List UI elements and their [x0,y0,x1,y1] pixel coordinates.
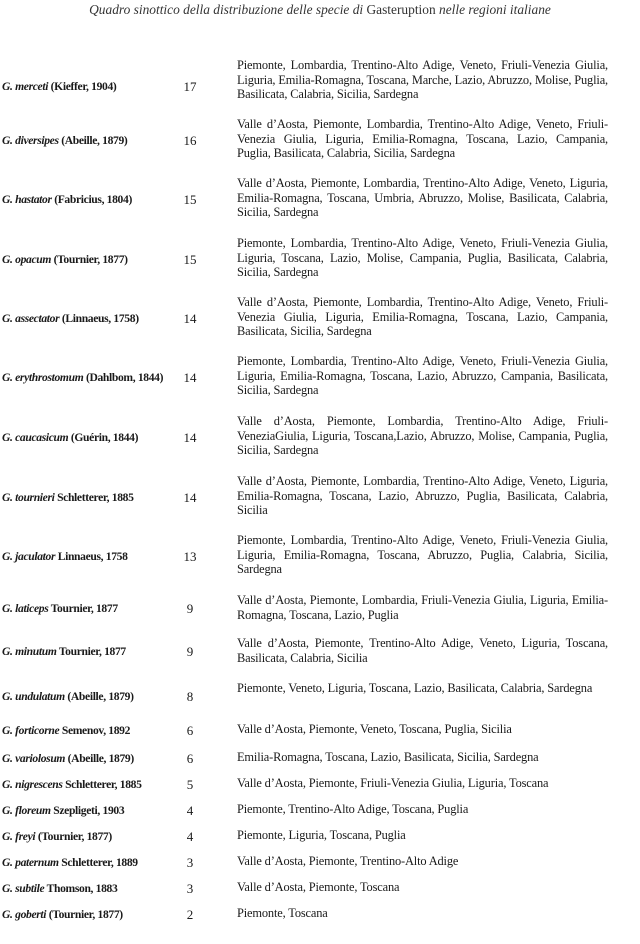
species-author: Semenov, 1892 [61,724,131,737]
species-name [2,804,164,818]
region-list: Piemonte, Lombardia, Trentino-Alto Adige, Veneto, Friuli-Venezia Giulia, Liguria, Toscana, Lazio, Molise, Campania, Puglia, Basilicata, Calabria, Sicilia, Sardegna [237,236,608,280]
species-author: (Abeille, 1879) [61,133,128,147]
caption-genus: Gasteruption [366,2,436,17]
species-genus: G. paternum [2,856,59,869]
table-row [0,776,640,794]
table-row [0,802,640,820]
region-count: 14 [183,310,197,326]
species-name [2,690,164,704]
region-count: 6 [186,751,194,766]
region-list: Valle d’Aosta, Piemonte, Lombardia, Friuli-Venezia Giulia, Liguria, Emilia-Romagna, Toscana, Lazio, Puglia [237,593,608,622]
region-count: 4 [186,803,194,818]
species-author: (Kieffer, 1904) [50,79,117,93]
table-row [0,236,640,283]
species-genus: G. laticeps [2,602,49,615]
region-list: Valle d’Aosta, Piemonte, Trentino-Alto Adige, Veneto, Liguria, Toscana, Basilicata, Calabria, Sicilia [237,636,608,665]
species-name [2,550,164,564]
region-count: 13 [183,548,197,564]
table-row [0,880,640,898]
species-author: (Abeille, 1879) [67,752,134,765]
species-author: (Tournier, 1877) [48,908,123,921]
region-count: 4 [186,829,194,844]
region-list: Valle d’Aosta, Piemonte, Lombardia, Trentino-Alto Adige, Friuli-VeneziaGiulia, Liguria, Toscana,Lazio, Abruzzo, Molise, Campania, Puglia, Sicilia, Sardegna [237,414,608,458]
region-list: Piemonte, Trentino-Alto Adige, Toscana, Puglia [237,802,469,816]
species-genus: G. minutum [2,645,57,658]
species-name [2,856,164,870]
region-list: Piemonte, Lombardia, Trentino-Alto Adige, Veneto, Friuli-Venezia Giulia, Liguria, Emilia-Romagna, Toscana, Lazio, Abruzzo, Campania, Basilicata, Sicilia, Sardegna [237,354,608,398]
caption-suffix: nelle regioni italiane [439,2,551,17]
region-list: Valle d’Aosta, Piemonte, Lombardia, Trentino-Alto Adige, Veneto, Friuli-Venezia Giulia, Liguria, Emilia-Romagna, Toscana, Lazio, Campania, Puglia, Basilicata, Calabria, Sicilia, Sardegna [237,117,608,161]
region-count: 3 [186,881,194,896]
table-row [0,117,640,164]
species-genus: G. opacum [2,252,52,266]
region-count: 2 [186,907,194,922]
species-name [2,253,164,267]
region-list: Valle d’Aosta, Piemonte, Friuli-Venezia Giulia, Liguria, Toscana [237,776,549,790]
species-author: (Linnaeus, 1758) [61,311,139,325]
region-count: 9 [186,601,194,616]
species-genus: G. variolosum [2,752,66,765]
table-row [0,636,640,668]
species-genus: G. goberti [2,908,47,921]
caption-prefix: Quadro sinottico della distribuzione delle specie di [89,2,364,17]
species-genus: G. assectator [2,311,60,325]
species-genus: G. caucasicum [2,430,69,444]
species-author: Schletterer, 1885 [57,490,134,504]
species-genus: G. freyi [2,830,36,843]
species-author: Schletterer, 1889 [61,856,138,869]
species-author: Linnaeus, 1758 [57,549,128,563]
species-name [2,193,164,207]
species-author: Schletterer, 1885 [65,778,142,791]
species-genus: G. hastator [2,192,52,206]
species-author: (Dahlbom, 1844) [85,370,164,384]
region-list: Piemonte, Veneto, Liguria, Toscana, Lazio, Basilicata, Calabria, Sardegna [237,681,593,695]
table-row [0,681,640,713]
species-author: Tournier, 1877 [50,602,118,615]
species-author: (Abeille, 1879) [67,690,134,703]
table-row [0,295,640,342]
species-name [2,80,164,94]
region-count: 15 [183,251,197,267]
region-list: Piemonte, Liguria, Toscana, Puglia [237,828,406,842]
species-genus: G. diversipes [2,133,59,147]
species-author: Szepligeti, 1903 [53,804,125,817]
region-list: Valle d’Aosta, Piemonte, Lombardia, Trentino-Alto Adige, Veneto, Liguria, Emilia-Romagna, Toscana, Umbria, Abruzzo, Molise, Basilicata, Calabria, Sicilia, Sardegna [237,176,608,220]
species-genus: G. subtile [2,882,45,895]
species-author: (Tournier, 1877) [37,830,112,843]
species-name [2,908,164,922]
region-list: Valle d’Aosta, Piemonte, Lombardia, Trentino-Alto Adige, Veneto, Friuli-Venezia Giulia, Liguria, Emilia-Romagna, Toscana, Lazio, Campania, Basilicata, Sicilia, Sardegna [237,295,608,339]
species-genus: G. nigrescens [2,778,63,791]
region-count: 9 [186,644,194,659]
region-list: Valle d’Aosta, Piemonte, Lombardia, Trentino-Alto Adige, Veneto, Liguria, Emilia-Romagna, Toscana, Lazio, Abruzzo, Puglia, Basilicata, Calabria, Sicilia [237,474,608,518]
region-list: Piemonte, Lombardia, Trentino-Alto Adige, Veneto, Friuli-Venezia Giulia, Liguria, Emilia-Romagna, Toscana, Abruzzo, Puglia, Calabria, Sicilia, Sardegna [237,533,608,577]
table-row [0,906,640,924]
species-author: (Fabricius, 1804) [54,192,132,206]
region-count: 17 [183,78,197,94]
table-row [0,176,640,223]
species-name [2,752,164,766]
table-row [0,58,640,115]
species-genus: G. tournieri [2,490,55,504]
species-genus: G. forticorne [2,724,60,737]
table-row [0,722,640,740]
table-row [0,593,640,625]
table-row [0,750,640,768]
region-count: 8 [186,689,194,704]
region-list: Emilia-Romagna, Toscana, Lazio, Basilicata, Sicilia, Sardegna [237,750,539,764]
table-caption [0,2,640,18]
region-count: 5 [186,777,194,792]
species-author: (Guérin, 1844) [70,430,139,444]
table-row [0,354,640,401]
region-count: 14 [183,429,197,445]
table-row [0,533,640,580]
species-name [2,371,164,385]
region-list: Piemonte, Lombardia, Trentino-Alto Adige, Veneto, Friuli-Venezia Giulia, Liguria, Emilia-Romagna, Toscana, Marche, Lazio, Abruzzo, Molise, Puglia, Basilicata, Calabria, Sicilia, Sardegna [237,58,608,102]
species-name [2,312,164,326]
region-count: 16 [183,132,197,148]
species-name [2,778,164,792]
region-count: 3 [186,855,194,870]
species-author: (Tournier, 1877) [53,252,128,266]
species-name [2,134,164,148]
region-list: Valle d’Aosta, Piemonte, Trentino-Alto Adige [237,854,459,868]
species-author: Tournier, 1877 [58,645,126,658]
species-name [2,882,164,896]
species-name [2,491,164,505]
region-count: 15 [183,191,197,207]
species-name [2,724,164,738]
region-count: 14 [183,369,197,385]
species-genus: G. floreum [2,804,51,817]
table-row [0,474,640,521]
region-list: Piemonte, Toscana [237,906,328,920]
species-genus: G. erythrostomum [2,370,84,384]
table-row [0,854,640,872]
species-name [2,431,164,445]
region-count: 6 [186,723,194,738]
table-row [0,414,640,461]
species-author: Thomson, 1883 [46,882,118,895]
region-list: Valle d’Aosta, Piemonte, Toscana [237,880,400,894]
region-list: Valle d’Aosta, Piemonte, Veneto, Toscana, Puglia, Sicilia [237,722,512,736]
species-name [2,830,164,844]
species-genus: G. merceti [2,79,49,93]
species-genus: G. jaculator [2,549,56,563]
species-name [2,602,164,616]
species-name [2,645,164,659]
species-genus: G. undulatum [2,690,65,703]
region-count: 14 [183,489,197,505]
table-row [0,828,640,846]
